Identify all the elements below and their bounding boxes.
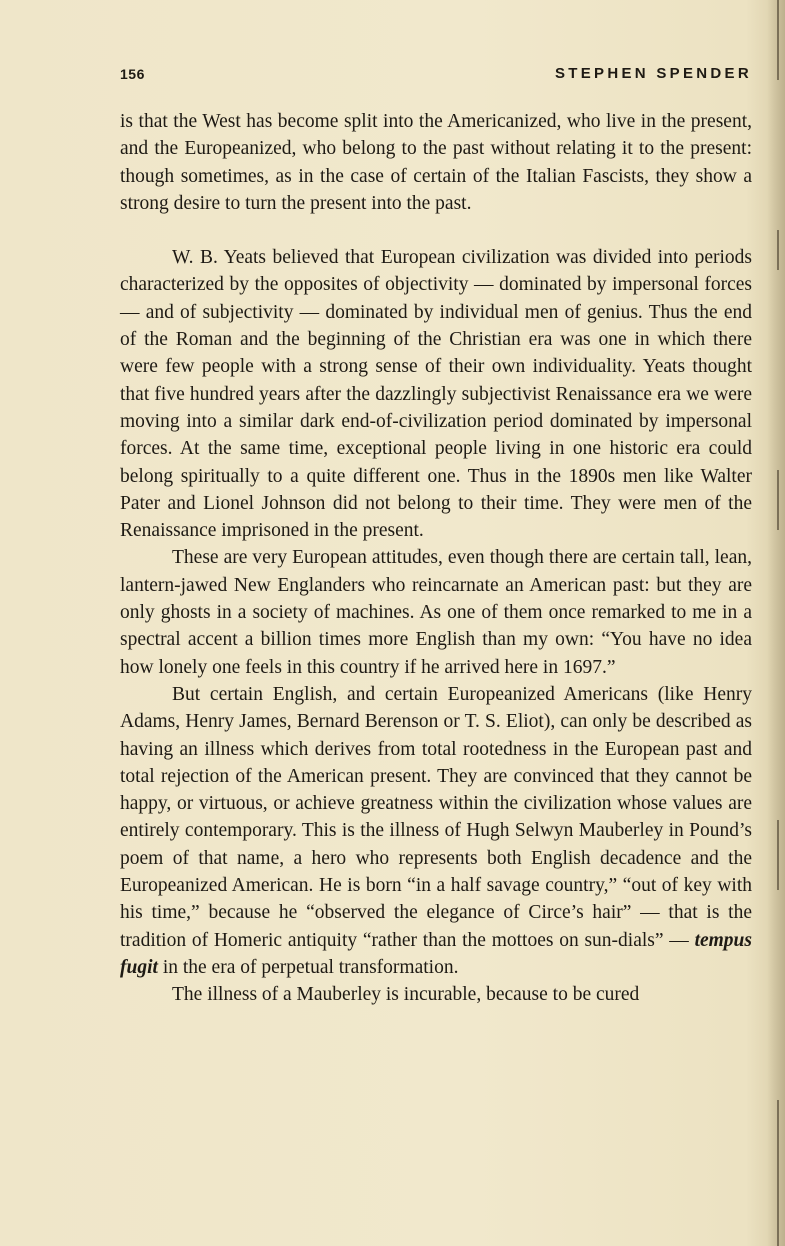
- paragraph: is that the West has become split into the Americanized, who live in the present, and the Europeanized, who belong to the past without relating it to the present: though sometimes, as in the case of certain of the Italian Fascists, they show a strong desire to turn the present into the past.: [120, 111, 752, 214]
- page-edge-mark: [777, 820, 779, 890]
- paragraph: The illness of a Mauberley is incurable, because to be cured: [172, 984, 640, 1006]
- emphasized-phrase: tempus fugit: [120, 929, 752, 978]
- page-edge-mark: [777, 1100, 779, 1246]
- body-text: [120, 108, 752, 1009]
- paragraph: W. B. Yeats believed that European civilization was divided into periods characterized by the opposites of objectivity — dominated by impersonal forces — and of subjectivity — dominated by individual men of genius. Thus the end of the Roman and the beginning of the Christian era was one in which there were few people with a strong sense of their own individuality. Yeats thought that five hundred years after the dazzlingly subjectivist Renaissance era we were moving into a similar dark end-of-civilization period dominated by impersonal forces. At the same time, exceptional people living in one historic era could belong spiritually to a quite different one. Thus in the 1890s men like Walter Pater and Lionel Johnson did not belong to their time. They were men of the Renaissance imprisoned in the present.: [120, 247, 752, 542]
- running-head: [120, 62, 752, 84]
- page-edge-mark: [777, 470, 779, 530]
- page-edge-mark: [777, 230, 779, 270]
- paragraph-text: But certain English, and certain Europeanized Americans (like Henry Adams, Henry James, Bernard Berenson or T. S. Eliot), can only be described as having an illness which derives from total rootedness in the European past and total rejection of the American present. They are convinced that they cannot be happy, or virtuous, or achieve greatness within the civilization whose values are entirely contemporary. This is the illness of Hugh Selwyn Mauberley in Pound’s poem of that name, a hero who represents both English decadence and the Europeanized American. He is born “in a half savage country,” “out of key with his time,” because he “observed the elegance of Circe’s hair” — that is the tradition of Homeric antiquity “rather than the mottoes on sun-dials” —: [120, 683, 752, 951]
- page-number: 156: [120, 66, 145, 82]
- paragraph: These are very European attitudes, even though there are certain tall, lean, lantern-jawed New Englanders who reincarnate an American past: but they are only ghosts in a society of machines. As one of them once remarked to me in a spectral accent a billion times more English than my own: “You have no idea how lonely one feels in this country if he arrived here in 1697.”: [120, 547, 752, 678]
- page-edge-mark: [777, 0, 779, 80]
- page-edge-shadow: [767, 0, 785, 1246]
- paragraph-text: in the era of perpetual transformation.: [157, 956, 459, 978]
- paragraph: [120, 681, 752, 981]
- running-title: STEPHEN SPENDER: [554, 65, 752, 82]
